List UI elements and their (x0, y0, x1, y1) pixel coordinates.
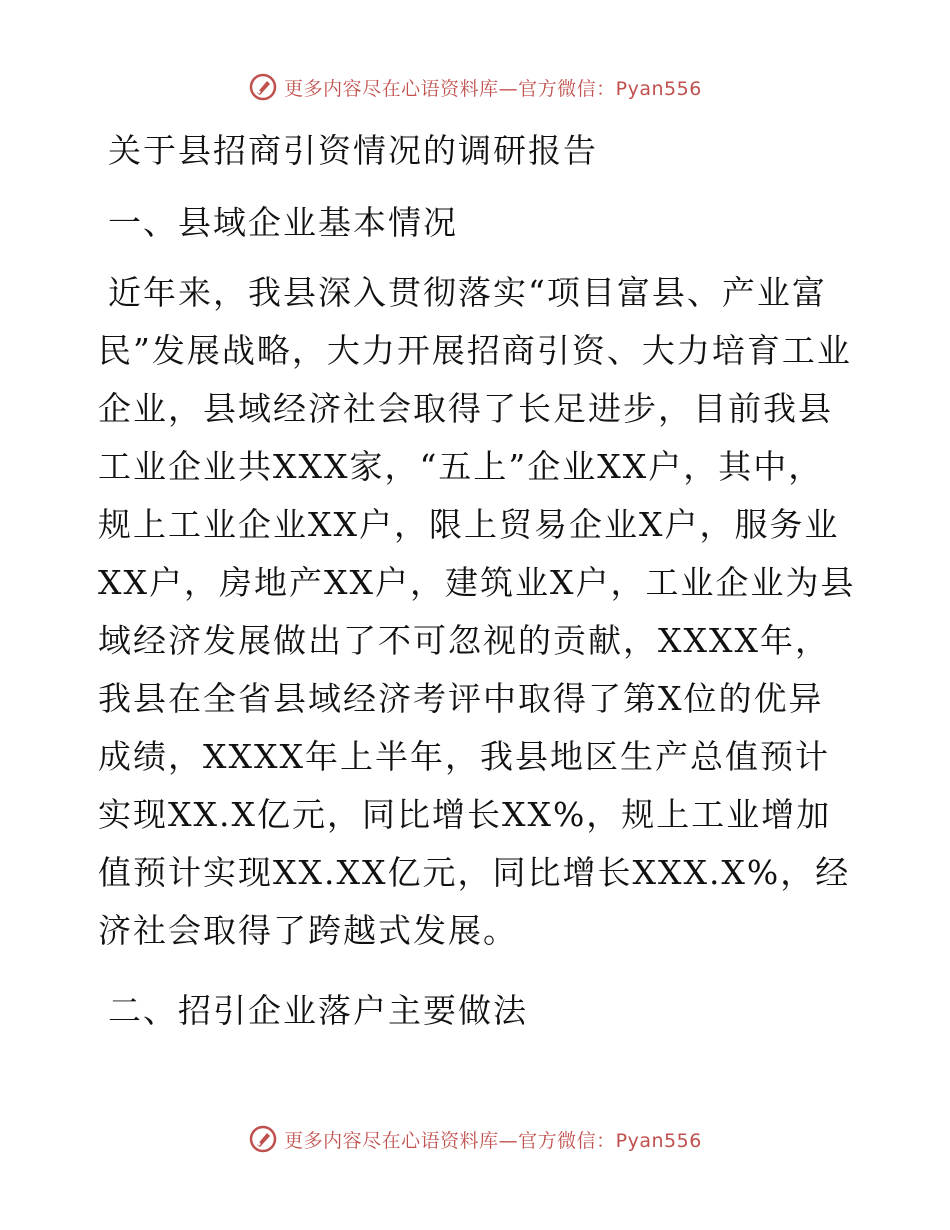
document-body (98, 122, 858, 1040)
section-1-paragraph: 近年来，我县深入贯彻落实“项目富县、产业富民”发展战略，大力开展招商引资、大力培育工业企业，县域经济社会取得了长足进步，目前我县工业企业共XXX家，“五上”企业XX户，其中，规上工业企业XX户，限上贸易企业X户，服务业XX户，房地产XX户，建筑业X户，工业企业为县域经济发展做出了不可忽视的贡献，XXXX年，我县在全省县域经济考评中取得了第X位的优异成绩，XXXX年上半年，我县地区生产总值预计实现XX.X亿元，同比增长XX%，规上工业增加值预计实现XX.XX亿元，同比增长XXX.X%，经济社会取得了跨越式发展。 (98, 273, 856, 950)
document-title: 关于县招商引资情况的调研报告 (108, 131, 598, 170)
header-watermark (0, 72, 950, 102)
section-2-heading: 二、招引企业落户主要做法 (108, 991, 528, 1030)
pen-nib-logo-icon (248, 1124, 278, 1154)
footer-watermark-text: 更多内容尽在心语资料库—官方微信：Pyan556 (284, 1129, 702, 1152)
section-1-heading: 一、县域企业基本情况 (108, 203, 458, 242)
header-watermark-text: 更多内容尽在心语资料库—官方微信：Pyan556 (284, 77, 702, 100)
pen-nib-logo-icon (248, 72, 278, 102)
footer-watermark (0, 1124, 950, 1154)
